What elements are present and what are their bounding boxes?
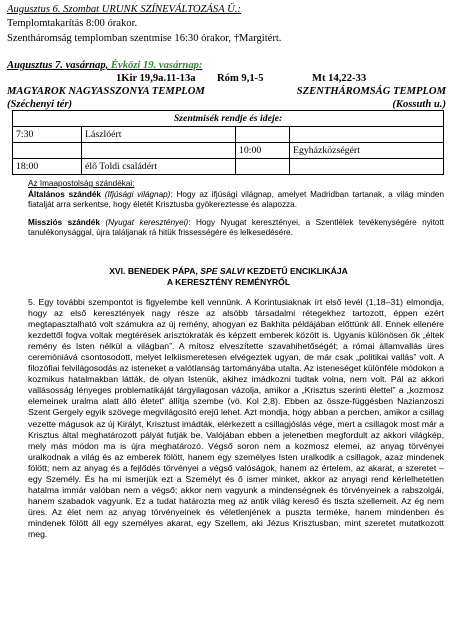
mass-time-left: 7:30 [13, 127, 82, 143]
church-left-name: MAGYAROK NAGYASSZONYA TEMPLOM [7, 86, 205, 97]
mass-intent-right [290, 127, 444, 143]
saturday-line-cleaning: Templomtakarítás 8:00 órakor. [7, 18, 138, 29]
encyclical-title [0, 266, 457, 276]
intention-general-tag: (Ifjúsági világnap) [100, 190, 171, 199]
reading-romans: Róm 9,1-5 [217, 73, 264, 84]
encyclical-title-name: SPE SALVI [200, 266, 245, 276]
saturday-title: Augusztus 6. Szombat URUNK SZÍNEVÁLTOZÁSA Ü.: [7, 4, 241, 15]
encyclical-title-end: KEZDETŰ ENCIKLIKÁJA [244, 266, 348, 276]
reading-matthew: Mt 14,22-33 [312, 73, 367, 84]
mass-table-header-row [13, 111, 444, 127]
church-right-name: SZENTHÁROMSÁG TEMPLOM [296, 86, 446, 97]
encyclical-paragraph [28, 297, 444, 540]
mass-intent-right [290, 159, 444, 175]
intention-mission-label: Missziós szándék [28, 218, 100, 227]
intention-mission [28, 218, 444, 239]
intention-mission-tag: (Nyugat keresztényei) [99, 218, 189, 227]
mass-intent-left: élő Toldi családért [82, 159, 236, 175]
mass-time-left: 18:00 [13, 159, 82, 175]
mass-intent-left [82, 143, 236, 159]
intention-general [28, 190, 444, 211]
intentions-heading: Az Imaapostolság szándékai: [28, 179, 135, 188]
intention-mission-text: : Hogy Nyugat keresztényei, a Szentlélek tevékenységére nyitott tanulékonysággal, újra találjanak rá hitük frissességére és lelkesedésére. [28, 218, 444, 238]
table-row [13, 143, 444, 159]
church-left-address: (Széchenyi tér) [7, 99, 73, 110]
intention-general-label: Általános szándék [28, 190, 101, 199]
mass-intent-left: Lászlóért [82, 127, 236, 143]
reading-kings: 1Kir 19,9a.11-13a [116, 73, 196, 84]
mass-time-left [13, 143, 82, 159]
church-right-address: (Kossuth u.) [392, 99, 446, 110]
table-row [13, 159, 444, 175]
mass-intent-right: Egyházközségért [290, 143, 444, 159]
mass-time-right [236, 159, 290, 175]
sunday-title [7, 60, 202, 71]
encyclical-paragraph-text: 5. Egy további szempontot is figyelembe kell vennünk. A Korintusiaknak írt első levél (1,18–31) elmondja, hogy az első keresztények nagy része az alsóbb társadalmi rétegekhez tartozott, éppen ezért megtapasztalható volt számukra az új remény, ahogyan ez Bakhita példájában előttünk áll. Ennek ellenére kezdettől fogva voltak megtérések arisztokraták és képzett emberek között is. Ugyanis különösen ők „éltek remény és Isten nélkül a világban”. A mítosz elveszítette szavahihetőségét; a római államvallás üres ceremóniává csontosodott, melyet lelkiismeretesen elvégeztek ugyan, de már csak „politikai vallás” volt. A filozófiai felvilágosodás az isteneket a valótlanság tartományába utalta. Az isteneséget különféle módokon a kozmikus hatalmakban látták, de olyan Istenük, akihez imádkozni tudtak volna, nem volt. Pál az akkori vallásosság lényeges problematikáját tárgyilagosan vázolja, amikor a „Krisztus szerinti élettel” a „kozmosz elemeinek uralma alatt álló életet” állítja szembe (vö. Kol 2,8). Ebben az össze-függésben Nazianzoszi Szent Gergely egyik szövege megvilágosító erejű lehet. Azt mondja, hogy abban a percben, amikor a csillag vezette mágusok az új Királyt, Krisztust imádták, elérkezett a csillagjóslás vége, mert a csillagok most már a Krisztus által meghatározott pályát futják be. Valójában ebben a jelenetben megfordult az akkori világkép, mely más módon ma is újra meghatározó. Végső soron nem a kozmosz elemei, az anyag törvényei uralkodnak a világ és az emberek fölött, hanem egy személyes Isten uralkodik a csillagok, azaz mindenek fölött; nem az anyag és a fejlődés törvényei a végső valóságok, hanem az értelem, az akarat, a szeretet – egy Személy. És ha mi ismerjük ezt a Személyt és ő ismer minket, akkor az anyagi rend kérlelhetetlen hatalma immár valóban nem a végső; akkor nem vagyunk a mindenségnek és törvényeinek a rabszolgái, hanem szabadok vagyunk. Ez a tudat határozta meg az antik világ kereső és tiszta szellemeit. Az ég nem üres. Az élet nem az anyag törvényeinek és véletlenjének a puszta terméke, hanem mindenben és mindenek fölött áll egy személyes akarat, egy Szellem, aki Jézus Krisztusban, mint szeretet mutatkozott meg. [28, 297, 444, 539]
mass-table-header: Szentmisék rendje és ideje: [13, 111, 444, 127]
table-row [13, 127, 444, 143]
encyclical-subtitle: A KERESZTÉNY REMÉNYRŐL [166, 277, 291, 287]
encyclical-title-pope: XVI. BENEDEK PÁPA, [109, 266, 201, 276]
saturday-line-mass: Szentháromság templomban szentmise 16:30 órakor, †Margitért. [7, 33, 282, 44]
sunday-title-date: Augusztus 7. vasárnap, [7, 60, 111, 71]
mass-schedule-table [12, 110, 444, 175]
mass-time-right: 10:00 [236, 143, 290, 159]
mass-time-right [236, 127, 290, 143]
intention-general-text: : Hogy az ifjúsági világnap, amelyet Madridban tartanak, a világ minden fiatalját arra serkentse, hogy életét Krisztusba gyökereztesse és alapozza. [28, 190, 444, 210]
sunday-title-feast: Évközi 19. vasárnap: [110, 60, 203, 71]
